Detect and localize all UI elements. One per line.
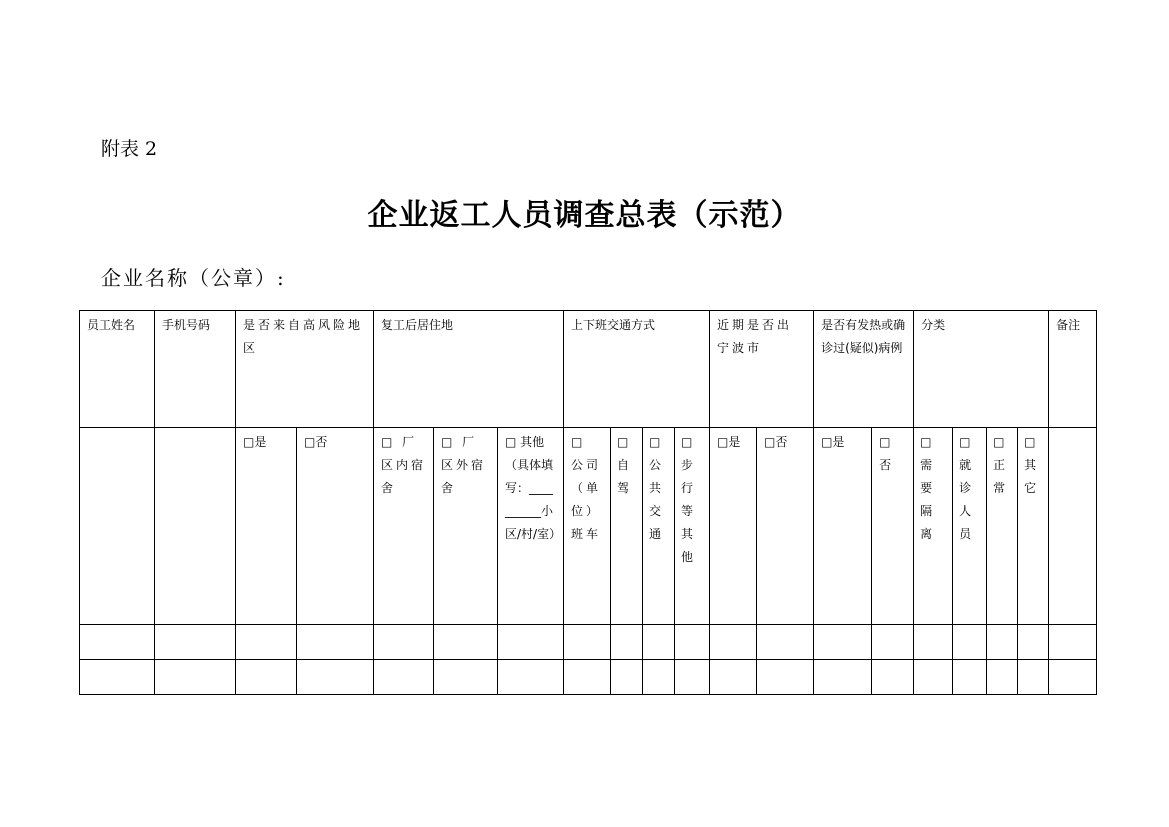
cell-empty[interactable] — [675, 660, 710, 695]
cell-empty[interactable] — [564, 625, 611, 660]
cell-empty[interactable] — [814, 625, 872, 660]
cell-empty[interactable] — [1049, 625, 1097, 660]
option-commute-company-bus[interactable]: □ 公司（单位）班车 — [564, 428, 611, 625]
option-commute-walk[interactable] — [675, 428, 710, 625]
cell-empty[interactable] — [710, 660, 757, 695]
cell-empty[interactable] — [987, 625, 1018, 660]
option-category-medical[interactable] — [953, 428, 987, 625]
cell-empty[interactable] — [675, 625, 710, 660]
option-residence-factory[interactable]: □ 厂区内宿舍 — [374, 428, 434, 625]
option-label: □ 其它 — [1024, 435, 1037, 495]
cell-empty[interactable] — [155, 660, 236, 695]
cell-empty[interactable] — [1049, 428, 1097, 625]
cell-empty[interactable] — [814, 660, 872, 695]
cell-empty[interactable] — [374, 660, 434, 695]
cell-empty[interactable] — [757, 625, 814, 660]
cell-empty[interactable] — [498, 625, 564, 660]
header-commute: 上下班交通方式 — [564, 311, 710, 428]
cell-empty[interactable] — [434, 625, 498, 660]
header-phone: 手机号码 — [155, 311, 236, 428]
option-fever-yes[interactable]: □是 — [814, 428, 872, 625]
cell-empty[interactable] — [155, 625, 236, 660]
cell-empty[interactable] — [757, 660, 814, 695]
option-label: □ 公共交通 — [649, 435, 662, 541]
header-high-risk-area: 是否来自高风险地区 — [236, 311, 374, 428]
cell-empty[interactable] — [1018, 625, 1049, 660]
option-high-risk-yes[interactable]: □是 — [236, 428, 297, 625]
option-category-normal[interactable] — [987, 428, 1018, 625]
cell-empty[interactable] — [434, 660, 498, 695]
table-row — [80, 660, 1097, 695]
option-high-risk-no[interactable]: □否 — [297, 428, 374, 625]
cell-empty[interactable] — [1049, 660, 1097, 695]
option-category-isolate[interactable] — [914, 428, 953, 625]
option-label: □ 需要隔离 — [920, 435, 933, 541]
cell-empty[interactable] — [155, 428, 236, 625]
option-commute-self-drive[interactable] — [611, 428, 643, 625]
cell-empty[interactable] — [297, 660, 374, 695]
option-ningbo-yes[interactable]: □是 — [710, 428, 757, 625]
cell-empty[interactable] — [611, 660, 643, 695]
option-residence-other[interactable]: □ 其他（具体填写：__________小区/村/室） — [498, 428, 564, 625]
cell-empty[interactable] — [914, 625, 953, 660]
cell-empty[interactable] — [80, 625, 155, 660]
cell-empty[interactable] — [953, 625, 987, 660]
cell-empty[interactable] — [914, 660, 953, 695]
option-ningbo-no[interactable]: □否 — [757, 428, 814, 625]
cell-empty[interactable] — [236, 625, 297, 660]
cell-empty[interactable] — [710, 625, 757, 660]
header-row — [80, 311, 1097, 428]
option-residence-outside[interactable]: □ 厂区外宿舍 — [434, 428, 498, 625]
cell-empty[interactable] — [80, 428, 155, 625]
option-label: □ 就诊人员 — [959, 435, 972, 541]
cell-empty[interactable] — [374, 625, 434, 660]
option-label: □ 否 — [879, 435, 892, 472]
cell-empty[interactable] — [1018, 660, 1049, 695]
option-label: □ 步行等其他 — [681, 435, 694, 564]
header-left-ningbo: 近期是否出宁波市 — [710, 311, 814, 428]
cell-empty[interactable] — [498, 660, 564, 695]
cell-empty[interactable] — [80, 660, 155, 695]
cell-empty[interactable] — [236, 660, 297, 695]
header-employee-name: 员工姓名 — [80, 311, 155, 428]
cell-empty[interactable] — [953, 660, 987, 695]
cell-empty[interactable] — [987, 660, 1018, 695]
cell-empty[interactable] — [643, 625, 675, 660]
header-fever: 是否有发热或确诊过(疑似)病例 — [814, 311, 914, 428]
options-row — [80, 428, 1097, 625]
header-residence: 复工后居住地 — [374, 311, 564, 428]
option-fever-no[interactable] — [872, 428, 914, 625]
annex-label: 附表 2 — [101, 138, 158, 160]
survey-table — [79, 310, 1097, 695]
cell-empty[interactable] — [872, 660, 914, 695]
cell-empty[interactable] — [611, 625, 643, 660]
option-commute-public[interactable] — [643, 428, 675, 625]
option-category-other[interactable] — [1018, 428, 1049, 625]
header-category: 分类 — [914, 311, 1049, 428]
cell-empty[interactable] — [297, 625, 374, 660]
option-label: □ 正常 — [993, 435, 1006, 495]
company-name-label: 企业名称（公章）: — [101, 266, 286, 290]
cell-empty[interactable] — [872, 625, 914, 660]
header-remarks: 备注 — [1049, 311, 1097, 428]
option-label: □ 自驾 — [617, 435, 630, 495]
table-row — [80, 625, 1097, 660]
cell-empty[interactable] — [643, 660, 675, 695]
cell-empty[interactable] — [564, 660, 611, 695]
page-title: 企业返工人员调查总表（示范） — [367, 198, 802, 233]
